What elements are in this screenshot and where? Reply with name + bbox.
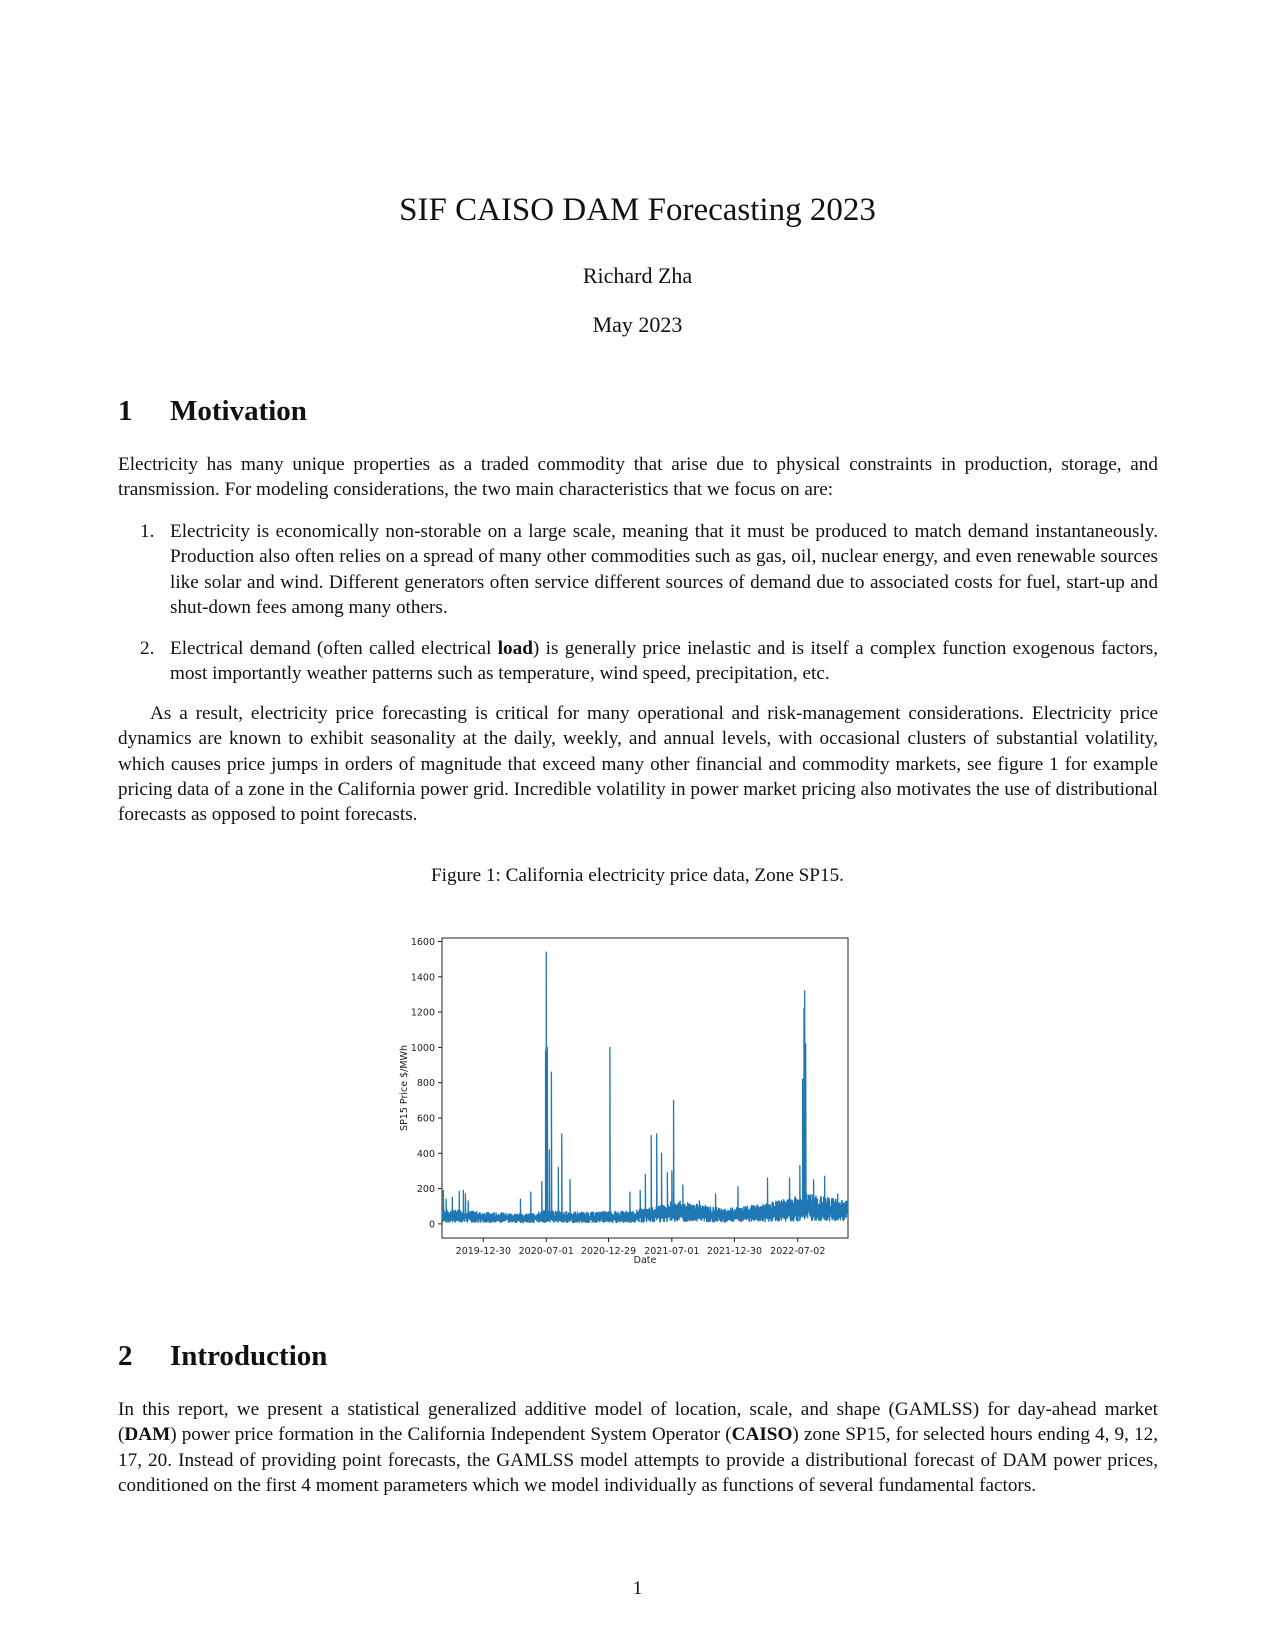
list-item-text-before: Electrical demand (often called electrical [170, 638, 498, 660]
bold-term-dam: DAM [124, 1424, 171, 1446]
author-name: Richard Zha [582, 263, 693, 288]
y-tick-label: 800 [416, 1078, 435, 1090]
motivation-intro-paragraph: Electricity has many unique properties as a traded commodity that arise due to physical constraints in production, storage, and transmission. For modeling considerations, the two main characteristics that we focus on are: [118, 454, 1158, 501]
price-line-chart [385, 918, 865, 1268]
x-axis-label: Date [633, 1255, 657, 1266]
characteristics-list [118, 519, 1158, 703]
y-axis-label: SP15 Price $/MWh [399, 1045, 410, 1131]
bold-term-caiso: CAISO [731, 1424, 793, 1446]
y-tick-label: 600 [416, 1113, 435, 1125]
intro-text-3: ) zone SP15, for selected hours ending 4, 9, 12, 17, 20. Instead of providing point forecasts, the GAMLSS model attempts to provide a distributional forecast of DAM power prices, conditioned on the first 4 moment parameters which we model individually as functions of several fundamental factors. [118, 1424, 1158, 1496]
list-item [118, 636, 1158, 687]
list-marker: 2. [140, 638, 155, 660]
list-item-text: Electricity is economically non-storable on a large scale, meaning that it must be produced to match demand instantaneously. Production also often relies on a spread of many other commodities such as gas, oil, nuclear energy, and even renewable sources like solar and wind. Different generators often service different sources of demand due to associated costs for fuel, start-up and shut-down fees among many others. [170, 521, 1158, 618]
x-tick-label: 2022-07-02 [770, 1246, 826, 1257]
y-axis-ticks [411, 937, 442, 1230]
section-number: 1 [118, 395, 133, 427]
y-tick-label: 1200 [410, 1007, 435, 1019]
section-title: Introduction [170, 1340, 328, 1372]
introduction-paragraph [118, 1397, 1158, 1498]
publication-date: May 2023 [592, 312, 683, 337]
y-tick-label: 0 [428, 1219, 435, 1231]
x-tick-label: 2019-12-30 [455, 1246, 511, 1257]
y-tick-label: 200 [416, 1184, 435, 1196]
x-tick-label: 2020-07-01 [518, 1246, 574, 1257]
list-marker: 1. [140, 521, 155, 542]
section-heading-motivation [118, 395, 307, 428]
y-tick-label: 400 [416, 1148, 435, 1160]
x-tick-label: 2021-07-01 [644, 1246, 700, 1257]
y-tick-label: 1400 [410, 972, 435, 984]
list-item-text-after: ) is generally price inelastic and is itself a complex function exogenous factors, most importantly weather patterns such as temperature, wind speed, precipitation, etc. [170, 638, 1158, 685]
y-tick-label: 1000 [410, 1042, 435, 1054]
section-heading-introduction [118, 1340, 327, 1373]
price-series-line [442, 952, 848, 1223]
x-tick-label: 2021-12-30 [706, 1246, 763, 1257]
section-title: Motivation [170, 395, 307, 427]
intro-text-2: ) power price formation in the California Independent System Operator ( [170, 1424, 732, 1446]
page-number: 1 [632, 1578, 643, 1599]
list-item [118, 519, 1158, 620]
bold-term-load: load [497, 638, 533, 660]
x-tick-label: 2020-12-29 [580, 1246, 637, 1257]
y-tick-label: 1600 [410, 937, 435, 949]
paper-title: SIF CAISO DAM Forecasting 2023 [399, 192, 876, 228]
motivation-result-paragraph: As a result, electricity price forecasting is critical for many operational and risk-management considerations. Electricity price dynamics are known to exhibit seasonality at the daily, weekly, and annual levels, with occasional clusters of substantial volatility, which causes price jumps in orders of magnitude that exceed many other financial and commodity markets, see figure 1 for example pricing data of a zone in the California power grid. Incredible volatility in power market pricing also motivates the use of distributional forecasts as opposed to point forecasts. [118, 703, 1158, 826]
intro-text-1: In this report, we present a statistical generalized additive model of location, scale, and shape (GAMLSS) for day-ahead market ( [118, 1399, 1158, 1446]
figure-caption: Figure 1: California electricity price data, Zone SP15. [431, 865, 844, 886]
section-number: 2 [118, 1340, 133, 1372]
